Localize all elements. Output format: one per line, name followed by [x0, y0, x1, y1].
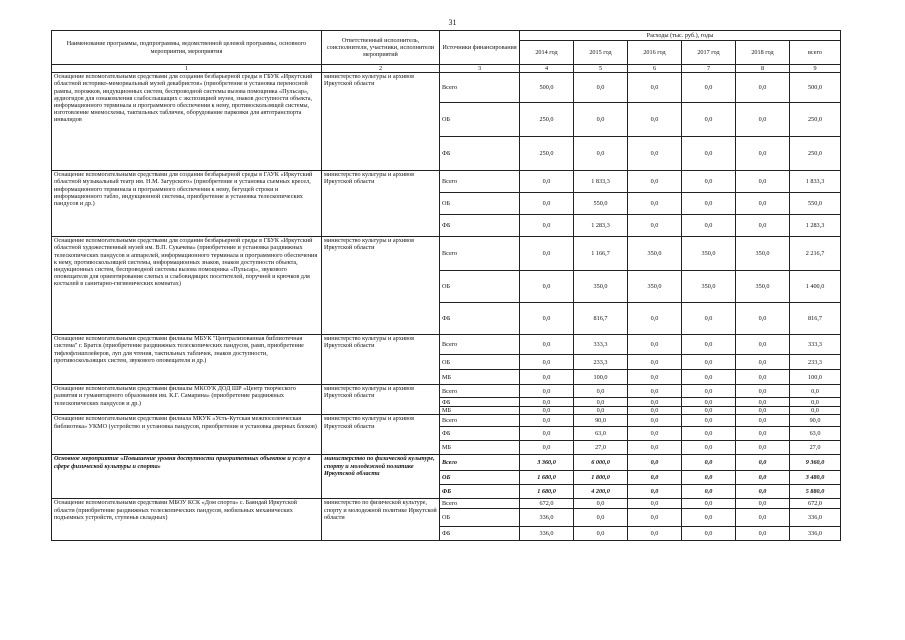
year-value-cell: 0,0	[574, 398, 628, 407]
year-value-cell: 0,0	[736, 215, 790, 237]
year-value-cell: 336,0	[520, 527, 574, 541]
year-value-cell: 0,0	[628, 137, 682, 171]
year-value-cell: 0,0	[736, 303, 790, 335]
year-value-cell: 0,0	[736, 527, 790, 541]
year-value-cell: 0,0	[520, 171, 574, 193]
year-value-cell: 27,0	[574, 441, 628, 455]
year-value-cell: 0,0	[628, 370, 682, 385]
year-value-cell: 0,0	[736, 103, 790, 137]
year-value-cell: 0,0	[520, 271, 574, 303]
responsible-executor: министерство культуры и архивов Иркутской области	[322, 335, 440, 385]
year-value-cell: 0,0	[628, 303, 682, 335]
year-value-cell: 0,0	[736, 137, 790, 171]
year-value-cell: 0,0	[736, 407, 790, 415]
year-value-cell: 0,0	[736, 455, 790, 471]
year-value-cell: 0,0	[682, 427, 736, 441]
funding-source: ФБ	[440, 303, 520, 335]
year-value-cell: 0,0	[520, 237, 574, 271]
table-row	[52, 171, 841, 193]
column-number: 4	[520, 65, 574, 73]
year-value-cell: 350,0	[736, 237, 790, 271]
funding-source: ФБ	[440, 527, 520, 541]
year-value-cell: 0,0	[520, 407, 574, 415]
funding-source: ОБ	[440, 271, 520, 303]
total-value-cell: 336,0	[790, 527, 841, 541]
year-value-cell: 0,0	[682, 415, 736, 427]
year-value-cell: 0,0	[736, 471, 790, 485]
funding-source: ОБ	[440, 103, 520, 137]
year-value-cell: 0,0	[736, 370, 790, 385]
responsible-executor: министерство культуры и архивов Иркутской области	[322, 237, 440, 335]
total-value-cell: 1 833,3	[790, 171, 841, 193]
page-number: 31	[448, 18, 457, 27]
table-body	[52, 73, 841, 541]
column-number: 7	[682, 65, 736, 73]
year-value-cell: 0,0	[736, 485, 790, 499]
year-value-cell: 0,0	[682, 398, 736, 407]
year-value-cell: 0,0	[682, 509, 736, 527]
total-value-cell: 27,0	[790, 441, 841, 455]
header-year: 2015 год	[574, 41, 628, 65]
year-value-cell: 1 680,0	[520, 485, 574, 499]
year-value-cell: 0,0	[682, 407, 736, 415]
year-value-cell: 350,0	[736, 271, 790, 303]
year-value-cell: 4 200,0	[574, 485, 628, 499]
budget-table	[51, 30, 841, 541]
funding-source: МБ	[440, 441, 520, 455]
year-value-cell: 0,0	[520, 303, 574, 335]
responsible-executor: министерство по физической культуре, спорту и молодежной политике Иркутской области	[322, 455, 440, 499]
year-value-cell: 816,7	[574, 303, 628, 335]
funding-source: Всего	[440, 237, 520, 271]
total-value-cell: 90,0	[790, 415, 841, 427]
table-row	[52, 385, 841, 398]
year-value-cell: 0,0	[520, 441, 574, 455]
total-value-cell: 5 880,0	[790, 485, 841, 499]
funding-source: ОБ	[440, 193, 520, 215]
year-value-cell: 0,0	[628, 499, 682, 509]
year-value-cell: 0,0	[682, 335, 736, 355]
funding-source: Всего	[440, 73, 520, 103]
total-value-cell: 9 360,0	[790, 455, 841, 471]
funding-source: МБ	[440, 407, 520, 415]
activity-description: Основное мероприятие «Повышение уровня доступности приоритетных объектов и услуг в сфере физической культуры и спорта»	[52, 455, 322, 499]
header-year: 2018 год	[736, 41, 790, 65]
year-value-cell: 0,0	[574, 407, 628, 415]
year-value-cell: 250,0	[520, 103, 574, 137]
total-value-cell: 1 400,0	[790, 271, 841, 303]
year-value-cell: 6 000,0	[574, 455, 628, 471]
funding-source: ОБ	[440, 355, 520, 370]
year-value-cell: 0,0	[520, 193, 574, 215]
total-value-cell: 2 216,7	[790, 237, 841, 271]
funding-source: ОБ	[440, 471, 520, 485]
year-value-cell: 0,0	[520, 335, 574, 355]
year-value-cell: 350,0	[628, 271, 682, 303]
year-value-cell: 0,0	[682, 385, 736, 398]
total-value-cell: 816,7	[790, 303, 841, 335]
year-value-cell: 90,0	[574, 415, 628, 427]
header-source: Источники финансирования	[440, 31, 520, 65]
year-value-cell: 3 360,0	[520, 455, 574, 471]
year-value-cell: 0,0	[520, 427, 574, 441]
total-value-cell: 3 480,0	[790, 471, 841, 485]
year-value-cell: 1 800,0	[574, 471, 628, 485]
year-value-cell: 0,0	[628, 527, 682, 541]
table-row	[52, 455, 841, 471]
funding-source: ФБ	[440, 215, 520, 237]
year-value-cell: 0,0	[736, 171, 790, 193]
year-value-cell: 0,0	[628, 385, 682, 398]
activity-description: Оснащение вспомогательными средствами для создания безбарьерной среды в ГБУК «Иркутский областной художественный музей им. В.П. Сукачева» (приобретение и установка раздвижных телескопических пандусов и аппарелей, информационного терминала и программного обеспечения к нему, противоскользящей системы, информационных знаков, знаков доступности объекта, индукционных систем, беспроводной системы вызова помощника «Пульсар», звукового оповещателя для ориентирования слепых и слабовидящих посетителей, поручней и крючков для костылей в санитарно-гигиенических комнатах)	[52, 237, 322, 335]
year-value-cell: 63,0	[574, 427, 628, 441]
year-value-cell: 0,0	[682, 355, 736, 370]
year-value-cell: 0,0	[682, 103, 736, 137]
total-value-cell: 250,0	[790, 103, 841, 137]
year-value-cell: 1 680,0	[520, 471, 574, 485]
year-value-cell: 0,0	[628, 335, 682, 355]
year-value-cell: 0,0	[682, 73, 736, 103]
activity-description: Оснащение вспомогательными средствами филиалы МБУК "Централизованная библиотечная система" г. Братск (приобретение раздвижных телескопических пандусов, рамп, приобретение тифлофлэшплейеров, луп для чтения, тактильных табличек, знаков доступности, противоскользящих систем, звукового оповещателя и др.)	[52, 335, 322, 385]
header-name: Наименование программы, подпрограммы, ведомственной целевой программы, основного мероприятия, мероприятия	[52, 31, 322, 65]
year-value-cell: 250,0	[520, 137, 574, 171]
total-value-cell: 672,0	[790, 499, 841, 509]
year-value-cell: 350,0	[574, 271, 628, 303]
year-value-cell: 0,0	[520, 415, 574, 427]
table-row	[52, 499, 841, 509]
year-value-cell: 0,0	[628, 193, 682, 215]
year-value-cell: 0,0	[520, 355, 574, 370]
table-row	[52, 237, 841, 271]
column-number: 3	[440, 65, 520, 73]
year-value-cell: 0,0	[574, 103, 628, 137]
year-value-cell: 0,0	[574, 527, 628, 541]
responsible-executor: министерство культуры и архивов Иркутской области	[322, 385, 440, 415]
header-year: 2016 год	[628, 41, 682, 65]
year-value-cell: 0,0	[628, 441, 682, 455]
column-number: 2	[322, 65, 440, 73]
year-value-cell: 0,0	[520, 398, 574, 407]
year-value-cell: 0,0	[682, 215, 736, 237]
year-value-cell: 0,0	[682, 455, 736, 471]
year-value-cell: 233,3	[574, 355, 628, 370]
funding-source: ОБ	[440, 509, 520, 527]
total-value-cell: 0,0	[790, 398, 841, 407]
year-value-cell: 0,0	[736, 427, 790, 441]
total-value-cell: 336,0	[790, 509, 841, 527]
year-value-cell: 0,0	[520, 215, 574, 237]
total-value-cell: 233,3	[790, 355, 841, 370]
year-value-cell: 0,0	[574, 499, 628, 509]
year-value-cell: 0,0	[628, 415, 682, 427]
year-value-cell: 1 283,3	[574, 215, 628, 237]
funding-source: Всего	[440, 335, 520, 355]
column-number: 6	[628, 65, 682, 73]
year-value-cell: 0,0	[628, 355, 682, 370]
year-value-cell: 0,0	[736, 398, 790, 407]
year-value-cell: 0,0	[682, 303, 736, 335]
year-value-cell: 0,0	[628, 398, 682, 407]
activity-description: Оснащение вспомогательными средствами филиалы МКОУК ДОД ШР «Центр творческого развития и гуманитарного образования им. К.Г. Самарина» (приобретение раздвижных телескопических пандусов и др.)	[52, 385, 322, 415]
total-value-cell: 550,0	[790, 193, 841, 215]
year-value-cell: 0,0	[682, 370, 736, 385]
year-value-cell: 0,0	[682, 441, 736, 455]
year-value-cell: 0,0	[574, 509, 628, 527]
year-value-cell: 0,0	[628, 471, 682, 485]
responsible-executor: министерство культуры и архивов Иркутской области	[322, 73, 440, 171]
column-number: 5	[574, 65, 628, 73]
year-value-cell: 350,0	[682, 271, 736, 303]
header-year: 2017 год	[682, 41, 736, 65]
funding-source: ФБ	[440, 137, 520, 171]
year-value-cell: 0,0	[682, 171, 736, 193]
funding-source: МБ	[440, 370, 520, 385]
total-value-cell: 0,0	[790, 407, 841, 415]
total-value-cell: 250,0	[790, 137, 841, 171]
activity-description: Оснащение вспомогательными средствами для создания безбарьерной среды в ГАУК «Иркутский областной музыкальный театр им. Н.М. Загурского» (приобретение и установка съемных кресел, информационного терминала и программного обеспечения к нему, бегущей строки и информационного табло, индукционной системы, приобретение и установка телескопических пандусов и др.)	[52, 171, 322, 237]
header-year: 2014 год	[520, 41, 574, 65]
year-value-cell: 0,0	[736, 415, 790, 427]
column-number: 8	[736, 65, 790, 73]
total-value-cell: 0,0	[790, 385, 841, 398]
year-value-cell: 0,0	[682, 485, 736, 499]
year-value-cell: 0,0	[736, 441, 790, 455]
column-number: 9	[790, 65, 841, 73]
year-value-cell: 0,0	[628, 103, 682, 137]
year-value-cell: 672,0	[520, 499, 574, 509]
table-row	[52, 415, 841, 427]
responsible-executor: министерство по физической культуре, спорту и молодежной политике Иркутской области	[322, 499, 440, 541]
year-value-cell: 0,0	[736, 509, 790, 527]
year-value-cell: 0,0	[682, 193, 736, 215]
year-value-cell: 333,3	[574, 335, 628, 355]
funding-source: Всего	[440, 499, 520, 509]
year-value-cell: 1 166,7	[574, 237, 628, 271]
year-value-cell: 0,0	[736, 335, 790, 355]
column-number: 1	[52, 65, 322, 73]
funding-source: Всего	[440, 385, 520, 398]
responsible-executor: министерство культуры и архивов Иркутской области	[322, 415, 440, 455]
year-value-cell: 0,0	[628, 215, 682, 237]
year-value-cell: 0,0	[628, 427, 682, 441]
column-number-row	[52, 65, 841, 73]
year-value-cell: 0,0	[628, 407, 682, 415]
header-total: всего	[790, 41, 841, 65]
year-value-cell: 0,0	[628, 485, 682, 499]
year-value-cell: 1 833,3	[574, 171, 628, 193]
year-value-cell: 0,0	[628, 171, 682, 193]
year-value-cell: 0,0	[736, 73, 790, 103]
total-value-cell: 500,0	[790, 73, 841, 103]
year-value-cell: 0,0	[682, 499, 736, 509]
year-value-cell: 336,0	[520, 509, 574, 527]
year-value-cell: 0,0	[628, 73, 682, 103]
funding-source: Всего	[440, 171, 520, 193]
total-value-cell: 100,0	[790, 370, 841, 385]
responsible-executor: министерство культуры и архивов Иркутской области	[322, 171, 440, 237]
year-value-cell: 0,0	[736, 385, 790, 398]
year-value-cell: 0,0	[520, 370, 574, 385]
year-value-cell: 0,0	[628, 455, 682, 471]
year-value-cell: 500,0	[520, 73, 574, 103]
total-value-cell: 63,0	[790, 427, 841, 441]
total-value-cell: 333,3	[790, 335, 841, 355]
year-value-cell: 0,0	[628, 509, 682, 527]
year-value-cell: 0,0	[736, 355, 790, 370]
year-value-cell: 350,0	[628, 237, 682, 271]
header-executor: Ответственный исполнитель, соисполнители, участники, исполнители мероприятий	[322, 31, 440, 65]
header-expenses: Расходы (тыс. руб.), годы	[520, 31, 841, 41]
activity-description: Оснащение вспомогательными средствами МБОУ КСК «Дом спорта» с. Баяндай Иркутской области (приобретение раздвижных телескопических пандусов, мобильных механических подъемных устройств, ступеньв складных)	[52, 499, 322, 541]
activity-description: Оснащение вспомогательными средствами для создания безбарьерной среды в ГБУК «Иркутский областной историко-мемориальный музей декабристов» (приобретение и установка переносной рампы, порожков, индукционных систем, беспроводной системы вызова помощника «Пульсар», аудиогидов для ознакомления слабослышащих с экспозицией музея, знаков доступности объекта, информационного терминала и программного обеспечения к нему, противоскользящей системы, изготовление мнемосхемы, тактильных табличек, оборудование парковки для автотранспорта инвалидов	[52, 73, 322, 171]
year-value-cell: 0,0	[682, 137, 736, 171]
year-value-cell: 550,0	[574, 193, 628, 215]
year-value-cell: 0,0	[682, 471, 736, 485]
year-value-cell: 350,0	[682, 237, 736, 271]
table-row	[52, 335, 841, 355]
funding-source: Всего	[440, 415, 520, 427]
total-value-cell: 1 283,3	[790, 215, 841, 237]
year-value-cell: 0,0	[574, 73, 628, 103]
year-value-cell: 0,0	[736, 193, 790, 215]
year-value-cell: 100,0	[574, 370, 628, 385]
year-value-cell: 0,0	[574, 137, 628, 171]
funding-source: ФБ	[440, 398, 520, 407]
funding-source: ФБ	[440, 485, 520, 499]
year-value-cell: 0,0	[736, 499, 790, 509]
year-value-cell: 0,0	[574, 385, 628, 398]
funding-source: Всего	[440, 455, 520, 471]
activity-description: Оснащение вспомогательными средствами филиала МКУК «Усть-Кутская межпоселенческая библиотека» УКМО (устройство и установка пандусов, приобретение и установка дверных блоков)	[52, 415, 322, 455]
year-value-cell: 0,0	[520, 385, 574, 398]
table-row	[52, 73, 841, 103]
year-value-cell: 0,0	[682, 527, 736, 541]
funding-source: ФБ	[440, 427, 520, 441]
